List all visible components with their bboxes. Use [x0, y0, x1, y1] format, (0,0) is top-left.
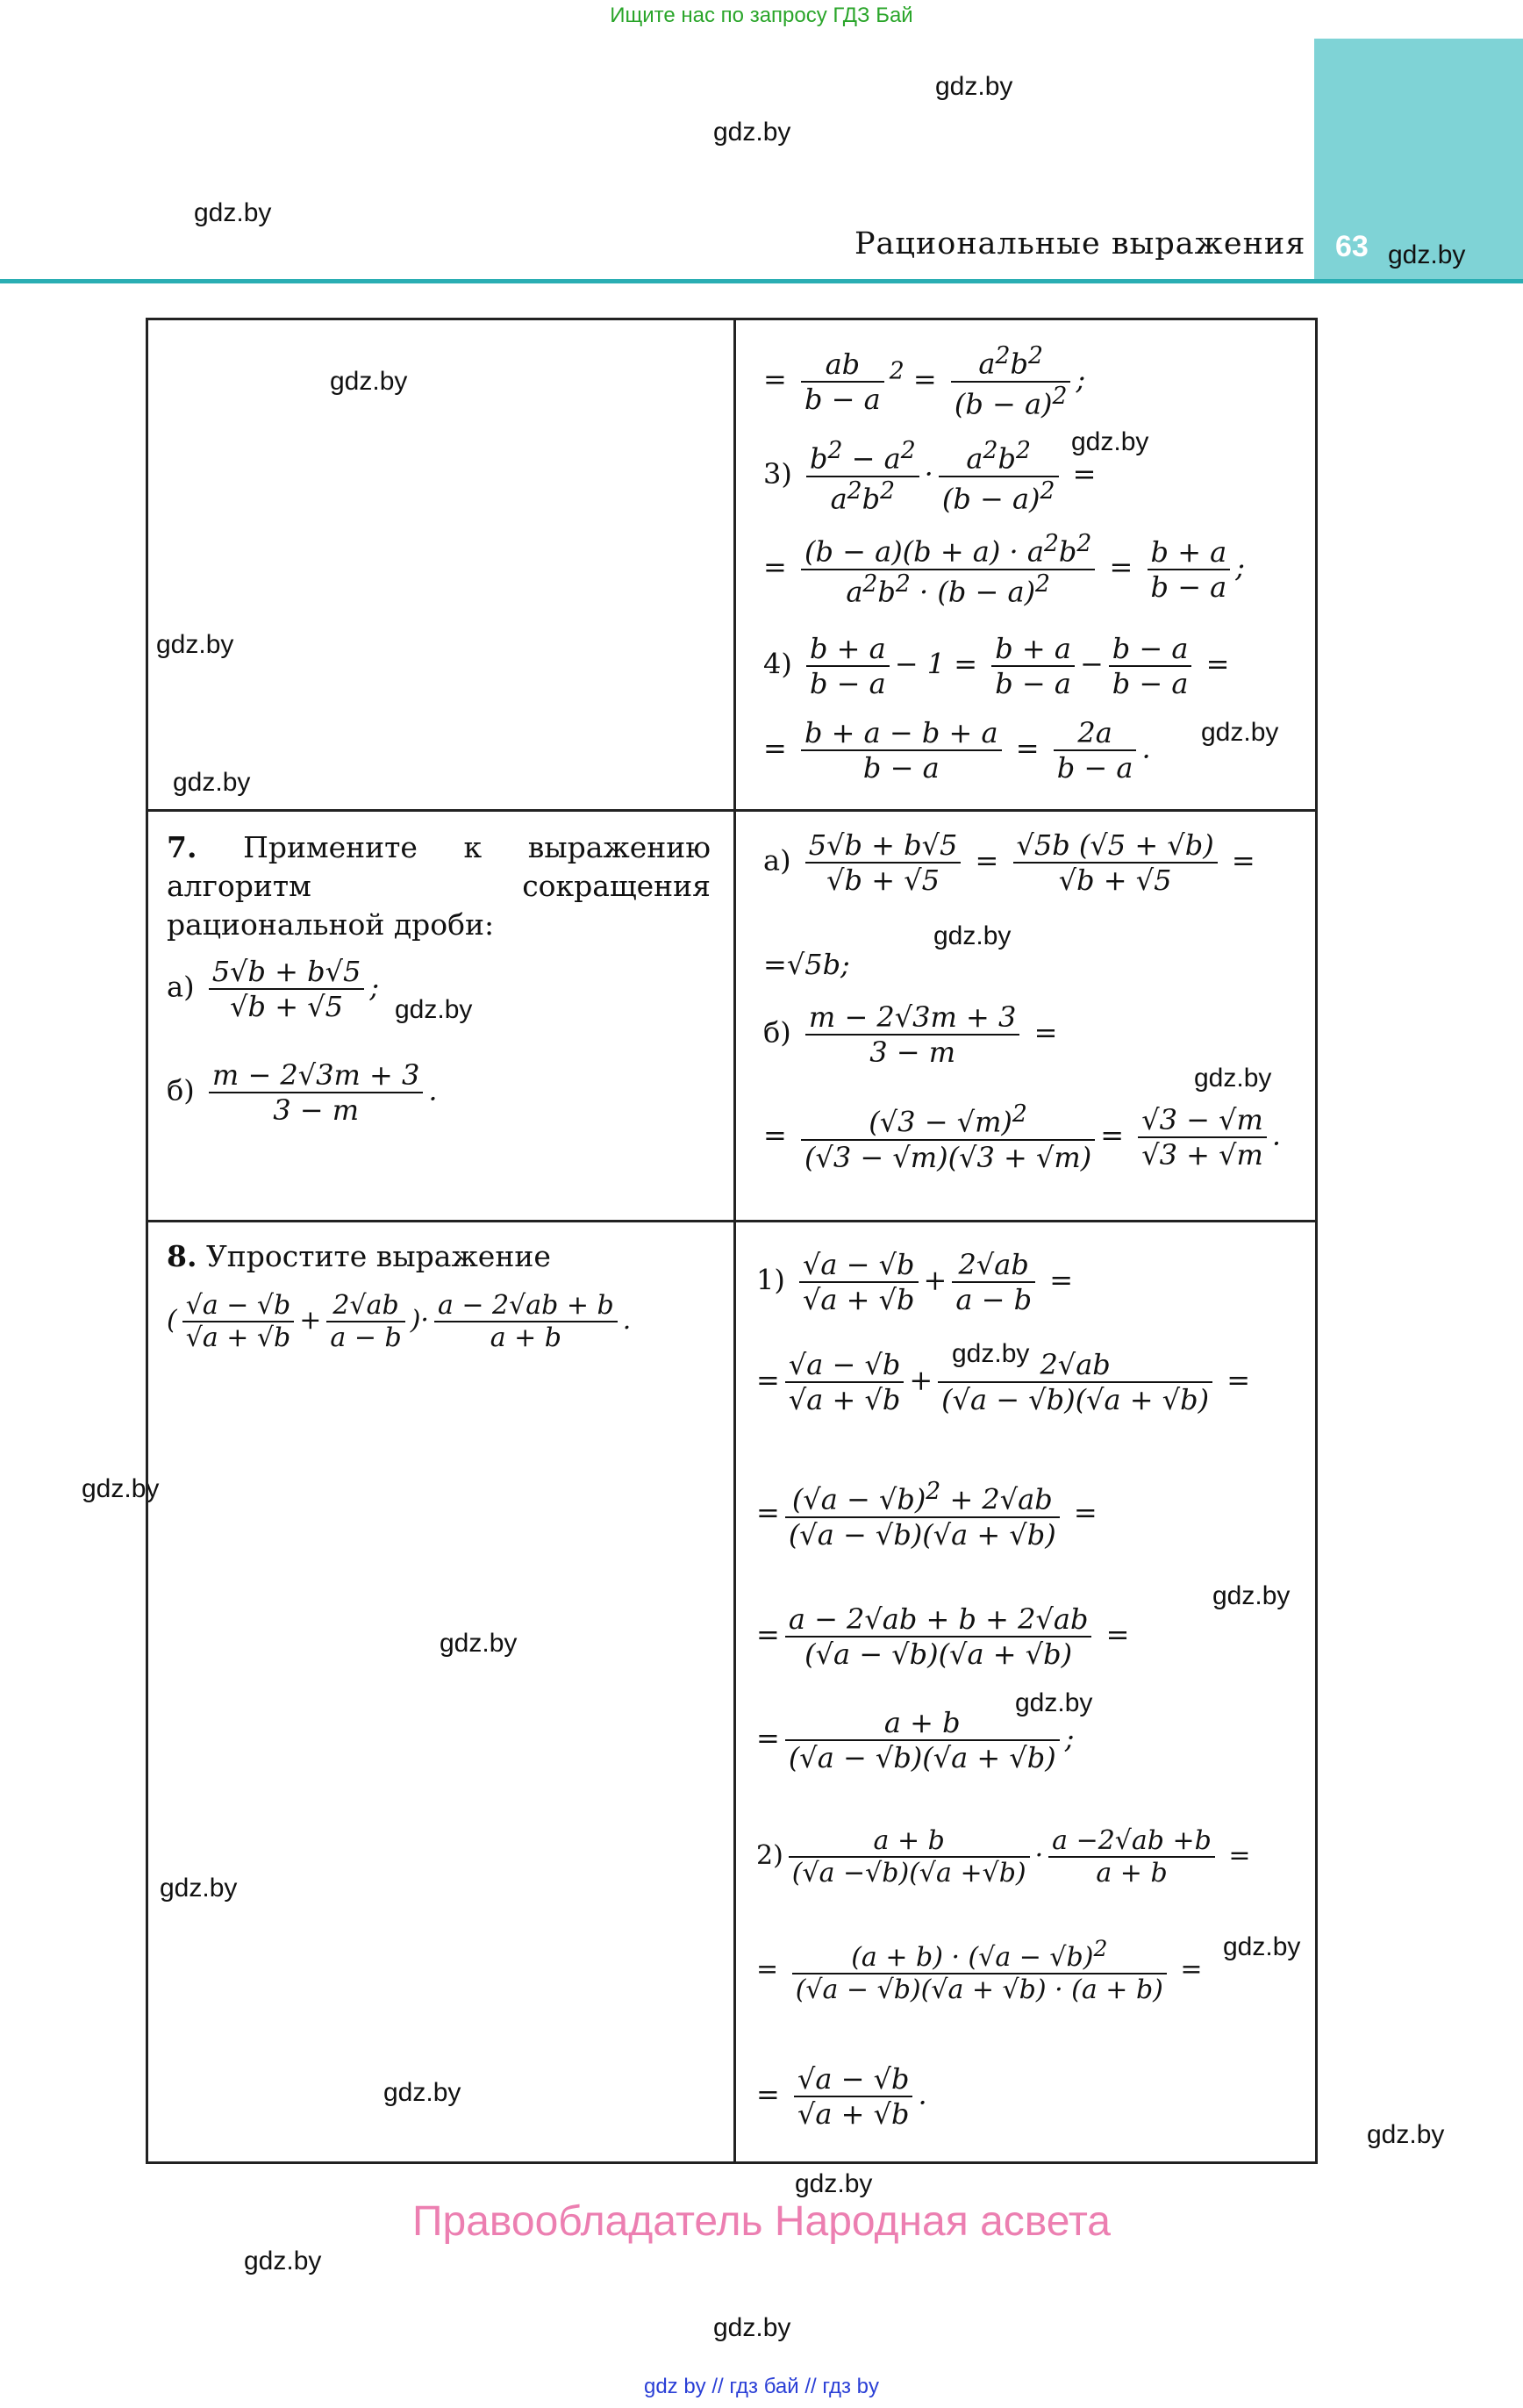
- row-divider: [146, 809, 1318, 812]
- watermark: gdz.by: [244, 2247, 322, 2275]
- solution-line: = $\frac{(√a - √b)^2 + 2√ab}{(√a - √b)(√a + √b)}$ =: [756, 1478, 1098, 1552]
- solution-line: =√5b;: [763, 948, 850, 981]
- watermark: gdz.by: [713, 118, 791, 147]
- solution-line: = $\frac{a + b}{(√a - √b)(√a + √b)}$ ;: [756, 1706, 1075, 1774]
- solution-line: 3) $\frac{b^2 - a^2}{a^2b^2}$ · $\frac{a^2b^2}{(b - a)^2}$ =: [763, 437, 1097, 516]
- solution-line: = $\frac{(a + b) \cdot (√a - √b)^2}{(√a - √b)(√a + √b) \cdot (a + b)}$ =: [756, 1936, 1203, 2005]
- solution-line: = $\frac{ab}{b - a}$ $^2$ = $\frac{a^2b^2}{(b - a)^2}$ ;: [763, 342, 1086, 421]
- watermark: gdz.by: [1367, 2120, 1445, 2149]
- watermark: gdz.by: [383, 2078, 461, 2107]
- watermark: gdz.by: [713, 2313, 791, 2342]
- task-8: [167, 1237, 711, 1276]
- task-number: 8.: [167, 1239, 197, 1273]
- solution-line: = $\frac{(b - a)(b + a) \cdot a^2b^2}{a^2b^2 \cdot (b - a)^2}$ = $\frac{b + a}{b - a}$ ;: [763, 530, 1246, 609]
- watermark: gdz.by: [395, 995, 473, 1024]
- watermark: gdz.by: [1194, 1064, 1272, 1093]
- solution-line: = $\frac{b + a - b + a}{b - a}$ = $\frac{2a}{b - a}$ .: [763, 716, 1151, 785]
- solution-line: 4) $\frac{b + a}{b - a}$ − 1 = $\frac{b + a}{b - a}$ − $\frac{b - a}{b - a}$ =: [763, 632, 1230, 700]
- page-number: 63: [1335, 230, 1369, 263]
- watermark: gdz.by: [795, 2169, 873, 2198]
- watermark: gdz.by: [1071, 427, 1149, 456]
- watermark: gdz.by: [194, 198, 272, 227]
- watermark: gdz.by: [173, 768, 251, 797]
- task-item: б) $\frac{m - 2√3m + 3}{3 - m}$ .: [167, 1058, 438, 1127]
- watermark: gdz.by: [440, 1629, 518, 1658]
- watermark: gdz.by: [935, 72, 1013, 101]
- watermark: gdz.by: [933, 921, 1012, 950]
- watermark: gdz.by: [952, 1339, 1030, 1368]
- watermark: gdz.by: [82, 1474, 160, 1503]
- solution-line: = $\frac{√a - √b}{√a + √b}$ + $\frac{2√ab}{(√a - √b)(√a + √b)}$ =: [756, 1348, 1251, 1416]
- copyright-notice: Правообладатель Народная асвета: [412, 2198, 1111, 2245]
- solution-line: = $\frac{a - 2√ab + b + 2√ab}{(√a - √b)(√a + √b)}$ =: [756, 1602, 1130, 1671]
- task-text: Упростите выражение: [205, 1239, 551, 1273]
- solution-line: = $\frac{√a - √b}{√a + √b}$ .: [756, 2062, 927, 2131]
- watermark: gdz.by: [160, 1874, 238, 1903]
- watermark: gdz.by: [1201, 718, 1279, 747]
- watermark: gdz.by: [330, 367, 408, 396]
- column-divider: [733, 318, 736, 2164]
- solution-line: а) $\frac{5√b + b√5}{√b + √5}$ = $\frac{√5b (√5 + √b)}{√b + √5}$ =: [763, 828, 1255, 897]
- watermark: gdz.by: [156, 630, 234, 659]
- footer-links[interactable]: gdz by // гдз бай // гдз by: [643, 2375, 880, 2398]
- header-rule: [0, 279, 1523, 283]
- task-number: 7.: [167, 830, 197, 864]
- watermark: gdz.by: [1015, 1688, 1093, 1717]
- watermark: gdz.by: [1223, 1932, 1301, 1961]
- top-search-banner: Ищите нас по запросу ГДЗ Бай: [610, 4, 913, 27]
- solution-line: 2) $\frac{a + b}{(√a -√b)(√a +√b)}$ · $\frac{a -2√ab +b}{a + b}$ =: [756, 1825, 1251, 1888]
- task-item: ( $\frac{√a - √b}{√a + √b}$ + $\frac{2√ab}{a - b}$ )· $\frac{a - 2√ab + b}{a + b}$ .: [167, 1290, 632, 1353]
- task-text: Примените к выражению алгоритм сокращения рациональной дроби:: [167, 830, 711, 942]
- solution-line: 1) $\frac{√a - √b}{√a + √b}$ + $\frac{2√ab}{a - b}$ =: [756, 1248, 1074, 1316]
- section-title: Рациональные выражения: [854, 226, 1306, 262]
- task-7: [167, 828, 711, 944]
- task-item: а) $\frac{5√b + b√5}{√b + √5}$ ;: [167, 955, 380, 1023]
- solution-line: = $\frac{(√3 - √m)^2}{(√3 - √m)(√3 + √m)}$ = $\frac{√3 - √m}{√3 + √m}$ .: [763, 1100, 1281, 1174]
- solution-line: б) $\frac{m - 2√3m + 3}{3 - m}$ =: [763, 1000, 1058, 1069]
- row-divider: [146, 1220, 1318, 1222]
- watermark: gdz.by: [1388, 240, 1466, 269]
- watermark: gdz.by: [1212, 1581, 1291, 1610]
